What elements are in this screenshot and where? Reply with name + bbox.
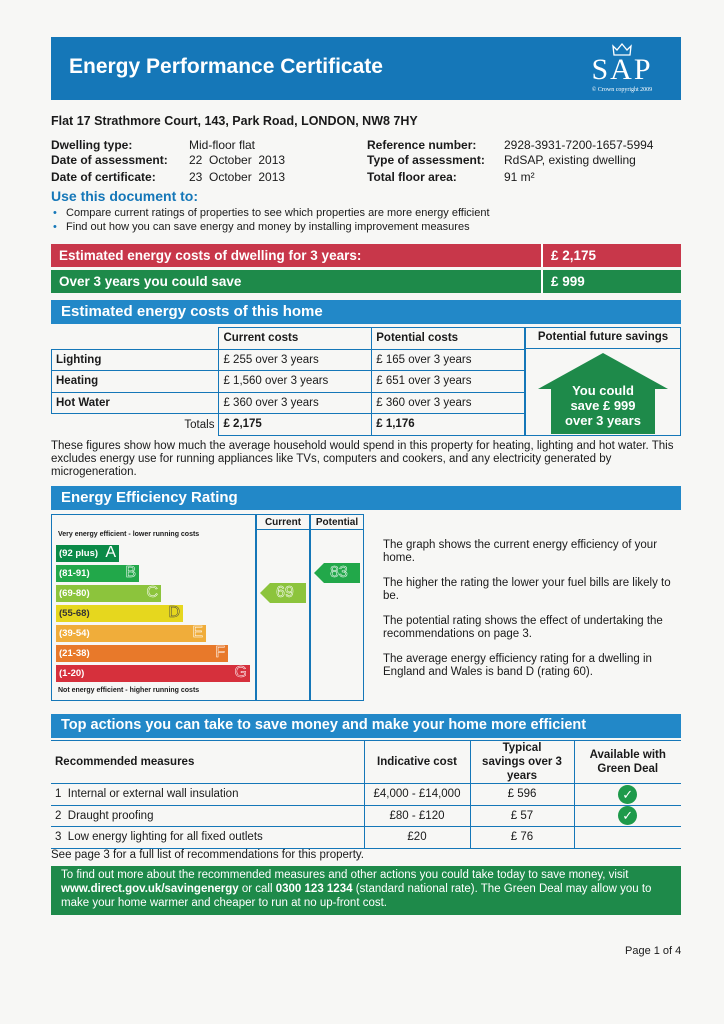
reference-label: Reference number: <box>367 138 477 152</box>
band-letter: B <box>125 564 136 581</box>
sap-logo-text: SAP <box>591 53 653 86</box>
dwelling-type-label: Dwelling type: <box>51 138 133 152</box>
totals-row <box>52 414 525 436</box>
measure-number: 3 <box>55 831 62 844</box>
band-g-bar <box>56 665 250 682</box>
current-cost-cell: £ 360 over 3 years <box>219 392 372 414</box>
reference-value: 2928-3931-7200-1657-5994 <box>504 138 654 152</box>
potential-rating-value: 83 <box>330 564 348 581</box>
measure-number: 2 <box>55 809 62 822</box>
bullet-icon: • <box>53 207 57 219</box>
band-f-bar <box>56 645 228 662</box>
bullet-icon: • <box>53 221 57 233</box>
info-text-end: (standard national rate). The Green Deal may allow you to make your home warmer and cheaper to run at no up-front cost. <box>61 883 652 909</box>
band-range: (69-80) <box>59 588 90 599</box>
table-row <box>52 392 525 414</box>
row-label: Lighting <box>52 349 219 371</box>
band-range: (55-68) <box>59 608 90 619</box>
costs-section-title: Estimated energy costs of this home <box>61 303 323 320</box>
see-page-note: See page 3 for a full list of recommendations for this property. <box>51 849 364 861</box>
cost-cell: £80 - £120 <box>364 805 470 827</box>
current-cost-cell: £ 255 over 3 years <box>219 349 372 371</box>
actions-section-header <box>51 714 681 738</box>
actions-section-title: Top actions you can take to save money and make your home more efficient <box>61 717 587 733</box>
info-link[interactable]: www.direct.gov.uk/savingenergy <box>61 883 239 895</box>
assessment-date-value: 22 October 2013 <box>189 153 286 167</box>
costs-table <box>51 327 525 436</box>
totals-current: £ 2,175 <box>219 414 372 436</box>
saving-cell: £ 57 <box>470 805 574 827</box>
band-letter: F <box>215 644 225 661</box>
assessment-type-label: Type of assessment: <box>367 153 485 167</box>
floor-area-label: Total floor area: <box>367 170 457 184</box>
band-range: (1-20) <box>59 668 85 679</box>
current-rating-value: 69 <box>276 584 294 601</box>
band-d-bar <box>56 605 183 622</box>
use-bullet-2 <box>53 221 470 233</box>
measure-cell <box>51 805 364 827</box>
use-bullet-1 <box>53 207 490 219</box>
rating-section-header <box>51 486 681 510</box>
potential-cost-cell: £ 360 over 3 years <box>372 392 525 414</box>
col-current-rating: Current <box>264 517 302 528</box>
estimated-costs-bar <box>51 244 681 267</box>
saving-cell: £ 596 <box>470 784 574 806</box>
band-e-bar <box>56 625 206 642</box>
band-range: (21-38) <box>59 648 90 659</box>
certificate-date-value: 23 October 2013 <box>189 170 286 184</box>
measure-name: Internal or external wall insulation <box>67 788 239 801</box>
measure-name: Draught proofing <box>67 809 154 822</box>
green-deal-cell <box>574 805 681 827</box>
sap-logo <box>577 43 667 95</box>
potential-rating-arrow <box>314 563 360 583</box>
crown-copyright: © Crown copyright 2009 <box>591 87 653 93</box>
rating-text-3: The potential rating shows the effect of undertaking the recommendations on page 3. <box>383 615 663 640</box>
band-letter: E <box>192 624 203 641</box>
band-range: (92 plus) <box>59 548 99 559</box>
potential-cost-cell: £ 651 over 3 years <box>372 371 525 393</box>
col-potential-costs: Potential costs <box>372 328 525 350</box>
band-b-bar <box>56 565 139 582</box>
col-measures: Recommended measures <box>51 741 364 784</box>
green-deal-cell <box>574 827 681 849</box>
rating-text-1: The graph shows the current energy efficiency of your home. <box>383 539 658 564</box>
current-cost-cell: £ 1,560 over 3 years <box>219 371 372 393</box>
table-row <box>52 349 525 371</box>
band-range: (39-54) <box>59 628 90 639</box>
potential-cost-cell: £ 165 over 3 years <box>372 349 525 371</box>
band-a-bar <box>56 545 119 562</box>
totals-label: Totals <box>184 418 215 431</box>
totals-potential: £ 1,176 <box>372 414 525 436</box>
page-title: Energy Performance Certificate <box>69 55 383 78</box>
col-typical-savings: Typical savings over 3 years <box>470 741 574 784</box>
house-line-3: over 3 years <box>565 413 641 428</box>
col-green-deal: Available with Green Deal <box>574 741 681 784</box>
savings-bar <box>51 270 681 293</box>
check-icon: ✓ <box>618 806 637 825</box>
savings-label: Over 3 years you could save <box>59 274 242 289</box>
row-label: Heating <box>52 371 219 393</box>
table-row <box>51 805 681 827</box>
page-number: Page 1 of 4 <box>625 945 682 957</box>
table-row <box>51 827 681 849</box>
info-phone: 0300 123 1234 <box>275 883 353 895</box>
band-letter: C <box>146 584 158 601</box>
band-c-bar <box>56 585 161 602</box>
actions-table <box>51 740 681 849</box>
col-potential-rating: Potential <box>315 517 359 528</box>
col-current-costs: Current costs <box>219 328 372 350</box>
check-icon: ✓ <box>618 785 637 804</box>
house-line-1: You could <box>572 383 634 398</box>
info-text-start: To find out more about the recommended measures and other actions you could take today to save money, visit <box>61 869 629 881</box>
rating-text-2: The higher the rating the lower your fuel bills are likely to be. <box>383 577 671 602</box>
future-savings-panel <box>525 327 681 436</box>
dwelling-type-value: Mid-floor flat <box>189 138 256 152</box>
savings-house-text <box>526 383 680 428</box>
col-future-savings: Potential future savings <box>526 328 680 349</box>
cost-cell: £4,000 - £14,000 <box>364 784 470 806</box>
certificate-header <box>51 37 681 100</box>
table-row <box>51 784 681 806</box>
measure-number: 1 <box>55 788 62 801</box>
crown-icon <box>612 43 632 57</box>
green-deal-cell <box>574 784 681 806</box>
row-label: Hot Water <box>52 392 219 414</box>
band-range: (81-91) <box>59 568 90 579</box>
col-indicative-cost: Indicative cost <box>364 741 470 784</box>
measure-name: Low energy lighting for all fixed outlets <box>67 831 263 844</box>
estimated-costs-value: £ 2,175 <box>541 244 681 267</box>
floor-area-value: 91 m² <box>504 170 535 184</box>
assessment-type-value: RdSAP, existing dwelling <box>504 153 636 167</box>
band-letter: A <box>105 544 116 561</box>
band-letter: D <box>168 604 180 621</box>
property-address: Flat 17 Strathmore Court, 143, Park Road, LONDON, NW8 7HY <box>51 114 418 128</box>
assessment-date-label: Date of assessment: <box>51 153 168 167</box>
info-text-mid: or call <box>238 883 276 895</box>
rating-section-title: Energy Efficiency Rating <box>61 489 238 506</box>
certificate-date-label: Date of certificate: <box>51 170 156 184</box>
use-bullet-text: Compare current ratings of properties to see which properties are more energy efficient <box>66 207 490 219</box>
costs-note: These figures show how much the average household would spend in this property for heating, lighting and hot water. This excludes energy use for running appliances like TVs, computers and cookers, and any electricity generated by microgeneration. <box>51 440 674 478</box>
measure-cell <box>51 827 364 849</box>
inefficient-note: Not energy efficient - higher running costs <box>58 687 200 694</box>
table-row <box>52 371 525 393</box>
measure-cell <box>51 784 364 806</box>
info-box <box>51 866 681 915</box>
rating-text-4: The average energy efficiency rating for a dwelling in England and Wales is band D (rating 60). <box>383 653 652 678</box>
band-letter: G <box>234 664 247 681</box>
table-header-row <box>52 328 525 350</box>
saving-cell: £ 76 <box>470 827 574 849</box>
table-header-row <box>51 741 681 784</box>
use-heading: Use this document to: <box>51 188 199 204</box>
efficient-note: Very energy efficient - lower running costs <box>58 531 200 538</box>
use-bullet-text: Find out how you can save energy and money by installing improvement measures <box>66 221 470 233</box>
cost-cell: £20 <box>364 827 470 849</box>
house-line-2: save £ 999 <box>570 398 636 413</box>
current-rating-arrow <box>260 583 306 603</box>
estimated-costs-label: Estimated energy costs of dwelling for 3 years: <box>59 248 362 263</box>
savings-value: £ 999 <box>541 270 681 293</box>
costs-section-header <box>51 300 681 324</box>
rating-explanation <box>383 539 683 679</box>
